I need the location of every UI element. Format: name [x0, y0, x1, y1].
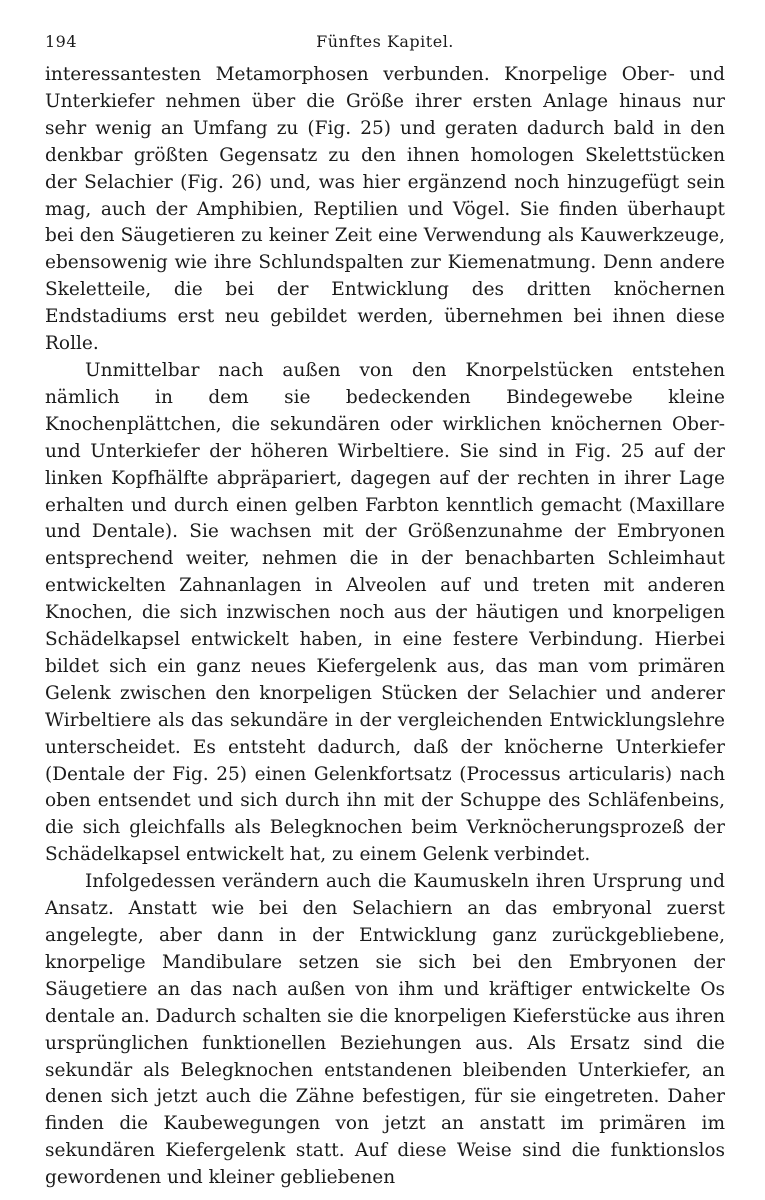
- running-head: [45, 32, 725, 62]
- paragraph: Unmittelbar nach außen von den Knorpelstücken entstehen nämlich in dem sie bedeckenden Bindegewebe kleine Knochenplättchen, die sekundären oder wirklichen knöchernen Ober- und Unterkiefer der höheren Wirbeltiere. Sie sind in Fig. 25 auf der linken Kopfhälfte abpräpariert, dagegen auf der rechten in ihrer Lage erhalten und durch einen gelben Farbton kenntlich gemacht (Maxillare und Dentale). Sie wachsen mit der Größenzunahme der Embryonen entsprechend weiter, nehmen die in der benachbarten Schleimhaut entwickelten Zahnanlagen in Alveolen auf und treten mit anderen Knochen, die sich inzwischen noch aus der häutigen und knorpeligen Schädelkapsel entwickelt haben, in eine festere Verbindung. Hierbei bildet sich ein ganz neues Kiefergelenk aus, das man vom primären Gelenk zwischen den knorpeligen Stücken der Selachier und anderer Wirbeltiere als das sekundäre in der vergleichenden Entwicklungslehre unterscheidet. Es entsteht dadurch, daß der knöcherne Unterkiefer (Dentale der Fig. 25) einen Gelenkfortsatz (Processus articularis) nach oben entsendet und sich durch ihn mit der Schuppe des Schläfenbeins, die sich gleichfalls als Belegknochen beim Verknöcherungsprozeß der Schädelkapsel entwickelt hat, zu einem Gelenk verbindet.: [45, 359, 725, 866]
- body-text: [45, 62, 725, 1192]
- chapter-title: Fünftes Kapitel.: [316, 32, 454, 51]
- paragraph-continued: interessantesten Metamorphosen verbunden. Knorpelige Ober- und Unterkiefer nehmen über die Größe ihrer ersten Anlage hinaus nur sehr wenig an Umfang zu (Fig. 25) und geraten dadurch bald in den denkbar größten Gegensatz zu den ihnen homologen Skelettstücken der Selachier (Fig. 26) und, was hier ergänzend noch hinzugefügt sein mag, auch der Amphibien, Reptilien und Vögel. Sie finden überhaupt bei den Säugetieren zu keiner Zeit eine Verwendung als Kauwerkzeuge, ebensowenig wie ihre Schlundspalten zur Kiemenatmung. Denn andere Skeletteile, die bei der Entwicklung des dritten knöchernen Endstadiums erst neu gebildet werden, übernehmen bei ihnen diese Rolle.: [45, 64, 725, 355]
- paragraph: Infolgedessen verändern auch die Kaumuskeln ihren Ursprung und Ansatz. Anstatt wie bei den Selachiern an das embryonal zuerst angelegte, aber dann in der Entwicklung ganz zurückgebliebene, knorpelige Mandibulare setzen sie sich bei den Embryonen der Säugetiere an das nach außen von ihm und kräftiger entwickelte Os dentale an. Dadurch schalten sie die knorpeligen Kieferstücke aus ihren ursprünglichen funktionellen Beziehungen aus. Als Ersatz sind die sekundär als Belegknochen entstandenen bleibenden Unterkiefer, an denen sich jetzt auch die Zähne befestigen, für sie eingetreten. Daher finden die Kaubewegungen von jetzt an anstatt im primären im sekundären Kiefergelenk statt. Auf diese Weise sind die funktionslos gewordenen und kleiner gebliebenen: [45, 871, 725, 1189]
- book-page: [45, 32, 725, 1192]
- page-number: 194: [45, 32, 78, 51]
